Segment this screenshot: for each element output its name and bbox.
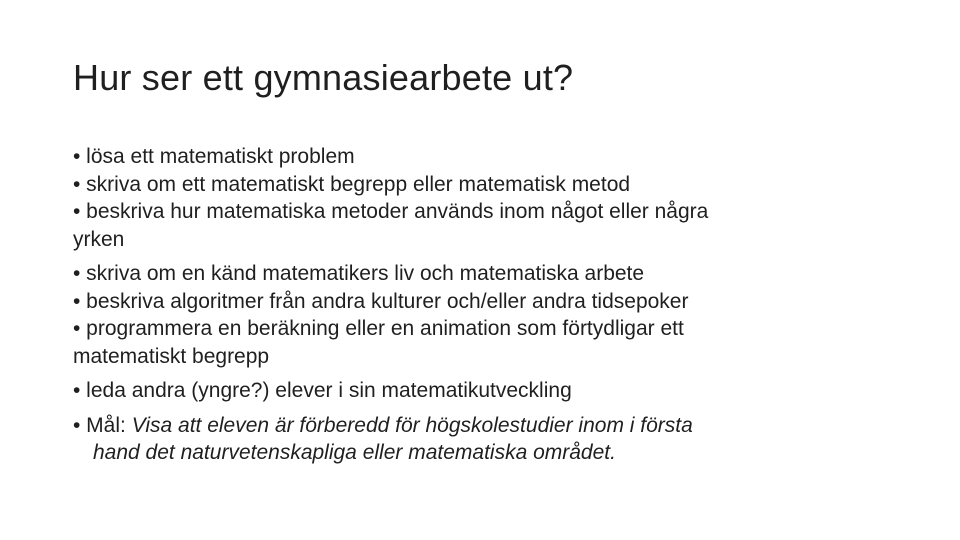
bullet-7: • leda andra (yngre?) elever i sin matematikutveckling	[73, 379, 572, 402]
bullet-list	[73, 143, 863, 467]
bullet-3-line-1: • beskriva hur matematiska metoder används inom något eller några	[73, 200, 709, 223]
goal-text-line-2: hand det naturvetenskapliga eller matematiska området.	[93, 441, 616, 464]
bullet-6-line-2: matematiskt begrepp	[73, 344, 270, 368]
bullet-1: • lösa ett matematiskt problem	[73, 145, 355, 168]
slide-title: Hur ser ett gymnasiearbete ut?	[73, 57, 574, 98]
goal-text-line-1: Visa att eleven är förberedd för högskolestudier inom i första	[131, 413, 693, 437]
goal-prefix: • Mål:	[73, 413, 132, 437]
bullet-5: • beskriva algoritmer från andra kulturer och/eller andra tidsepoker	[73, 289, 689, 313]
bullet-2: • skriva om ett matematiskt begrepp eller matematisk metod	[73, 172, 631, 196]
bullet-6-line-1: • programmera en beräkning eller en animation som förtydligar ett	[73, 317, 684, 340]
bullet-3-line-2: yrken	[73, 227, 125, 251]
goal-line-1	[73, 412, 863, 440]
bullet-4: • skriva om en känd matematikers liv och matematiska arbete	[73, 262, 645, 285]
